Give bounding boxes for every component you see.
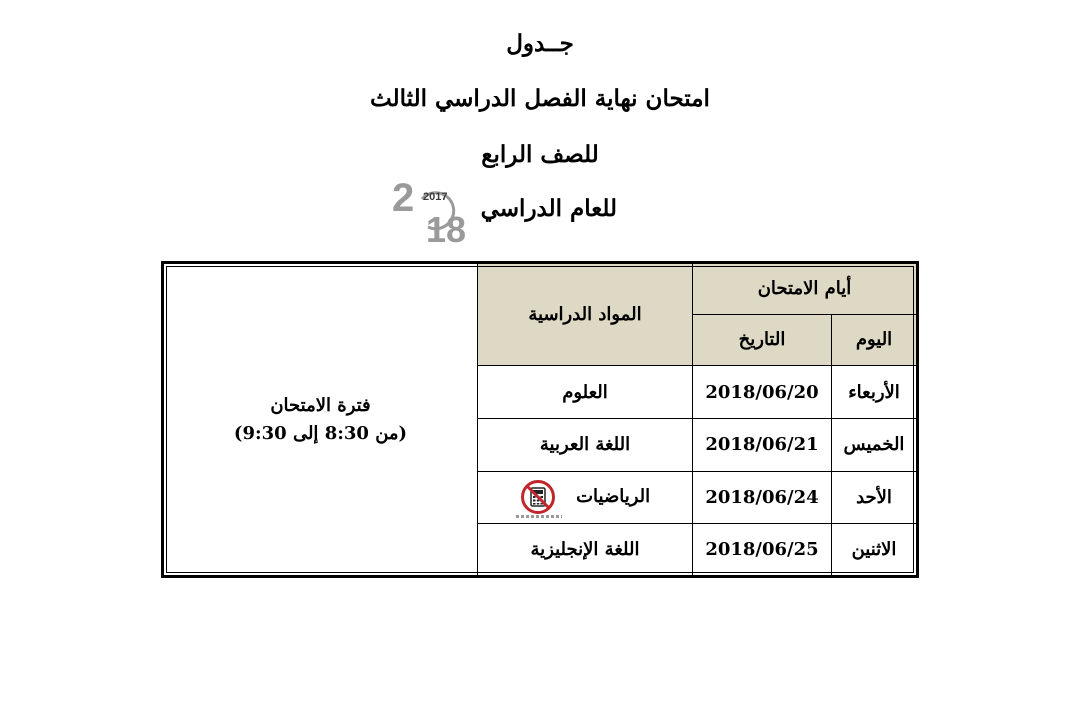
subject-cell: اللغة الإنجليزية xyxy=(478,524,693,577)
logo-2017: 2017 xyxy=(423,191,448,203)
date-cell: 2018/06/21 xyxy=(693,418,832,471)
no-calculator-icon xyxy=(520,479,556,515)
subject-cell-math xyxy=(478,471,693,524)
schedule-title: جــدول xyxy=(506,30,574,57)
header-date: التاريخ xyxy=(693,314,832,366)
calculator-caption-decoration xyxy=(516,515,562,518)
day-cell: الاثنين xyxy=(832,524,918,577)
day-cell: الخميس xyxy=(832,418,918,471)
day-cell: الأربعاء xyxy=(832,366,918,419)
exam-title: امتحان نهاية الفصل الدراسي الثالث xyxy=(370,85,710,112)
header-subjects: المواد الدراسية xyxy=(478,263,693,366)
header-exam-days: أيام الامتحان xyxy=(693,263,918,315)
exam-period-title: فترة الامتحان xyxy=(270,394,371,416)
academic-year-label: للعام الدراسي xyxy=(480,195,617,222)
subject-label: الرياضيات xyxy=(576,486,651,508)
date-cell: 2018/06/20 xyxy=(693,366,832,419)
day-cell: الأحد xyxy=(832,471,918,524)
logo-big-2: 2 xyxy=(392,176,415,220)
year-logo xyxy=(392,175,472,245)
date-cell: 2018/06/25 xyxy=(693,524,832,577)
exam-schedule-table xyxy=(161,261,919,578)
logo-big-18: 18 xyxy=(426,209,467,245)
subject-cell: اللغة العربية xyxy=(478,418,693,471)
exam-period-time: (من 8:30 إلى 9:30) xyxy=(233,422,408,444)
header-day: اليوم xyxy=(832,314,918,366)
subject-cell: العلوم xyxy=(478,366,693,419)
exam-period-cell xyxy=(163,263,478,577)
grade-title: للصف الرابع xyxy=(481,141,599,168)
date-cell: 2018/06/24 xyxy=(693,471,832,524)
